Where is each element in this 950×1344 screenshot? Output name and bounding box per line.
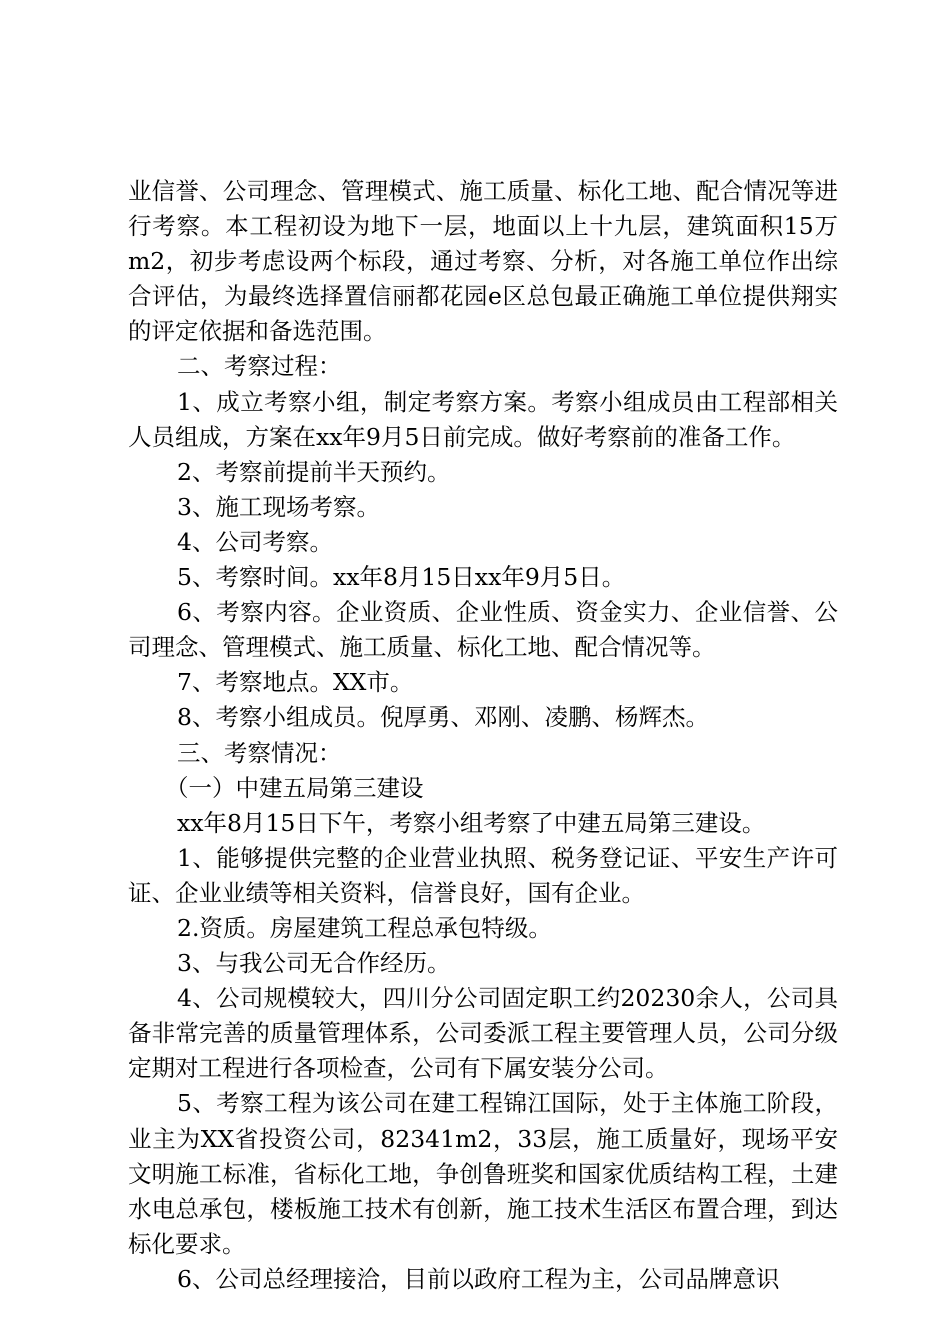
list-item: 6、考察内容。企业资质、企业性质、资金实力、企业信誉、公司理念、管理模式、施工质量、标化工地、配合情况等。 bbox=[128, 598, 838, 662]
list-item: 5、考察工程为该公司在建工程锦江国际，处于主体施工阶段，业主为XX省投资公司，82341m2，33层，施工质量好，现场平安文明施工标准，省标化工地，争创鲁班奖和国家优质结构工程，土建水电总承包，楼板施工技术有创新，施工技术生活区布置合理，到达标化要求。 bbox=[128, 1089, 838, 1258]
list-item: 1、能够提供完整的企业营业执照、税务登记证、平安生产许可证、企业业绩等相关资料，信誉良好，国有企业。 bbox=[128, 843, 838, 907]
list-item: 4、公司规模较大，四川分公司固定职工约20230余人，公司具备非常完善的质量管理体系，公司委派工程主要管理人员，公司分级定期对工程进行各项检查，公司有下属安装分公司。 bbox=[128, 984, 838, 1083]
list-item: 1、成立考察小组，制定考察方案。考察小组成员由工程部相关人员组成，方案在xx年9月5日前完成。做好考察前的准备工作。 bbox=[128, 387, 838, 451]
list-item: 2、考察前提前半天预约。 bbox=[177, 457, 451, 486]
list-item: 2.资质。房屋建筑工程总承包特级。 bbox=[177, 913, 552, 942]
paragraph: xx年8月15日下午，考察小组考察了中建五局第三建设。 bbox=[177, 808, 766, 837]
list-item: 6、公司总经理接洽，目前以政府工程为主，公司品牌意识 bbox=[177, 1264, 780, 1293]
paragraph-intro-continued: 业信誉、公司理念、管理模式、施工质量、标化工地、配合情况等进行考察。本工程初设为地下一层，地面以上十九层，建筑面积15万m2，初步考虑设两个标段，通过考察、分析，对各施工单位作出综合评估，为最终选择置信丽都花园e区总包最正确施工单位提供翔实的评定依据和备选范围。 bbox=[128, 177, 838, 346]
list-item: 5、考察时间。xx年8月15日xx年9月5日。 bbox=[177, 563, 626, 592]
section-heading-process: 二、考察过程： bbox=[177, 352, 342, 381]
list-item: 7、考察地点。XX市。 bbox=[177, 668, 414, 697]
list-item: 8、考察小组成员。倪厚勇、邓刚、凌鹏、杨辉杰。 bbox=[177, 703, 709, 732]
list-item: 4、公司考察。 bbox=[177, 527, 333, 556]
document-page bbox=[128, 174, 838, 1297]
list-item: 3、施工现场考察。 bbox=[177, 492, 380, 521]
section-heading-situation: 三、考察情况： bbox=[177, 738, 342, 767]
subsection-heading: （一）中建五局第三建设 bbox=[165, 773, 424, 802]
list-item: 3、与我公司无合作经历。 bbox=[177, 949, 451, 978]
